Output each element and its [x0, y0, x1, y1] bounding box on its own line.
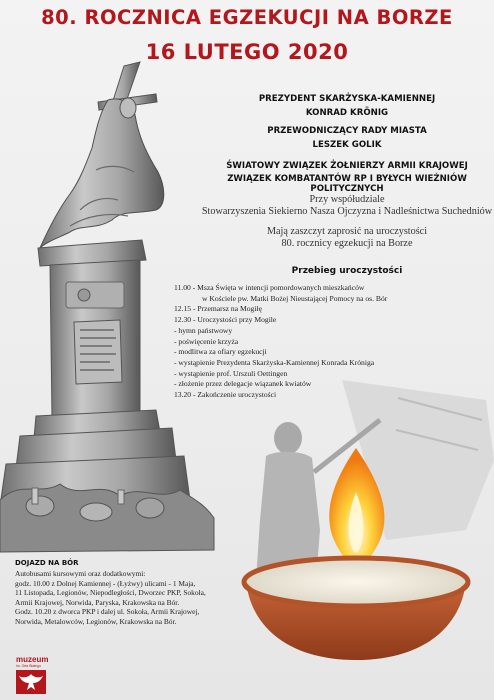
organizer-line-4: LESZEK GOLIK	[312, 140, 382, 150]
logo-subtitle: im. Orła Białego	[16, 664, 41, 668]
transport-section	[15, 559, 220, 627]
eagle-icon	[16, 670, 46, 694]
transport-line: Godz. 10.20 z dworca PKP i dalej ul. Sokoła, Armii Krajowej,	[15, 607, 200, 617]
organizer-line-5: ŚWIATOWY ZWIĄZEK ŻOŁNIERZY ARMII KRAJOWEJ	[226, 161, 468, 171]
cooperation-line-2: Stowarzyszenia Siekierno Nasza Ojczyzna i Nadleśnictwa Suchedniów	[201, 206, 493, 217]
transport-line: 11 Listopada, Legionów, Niepodległości, Dworzec PKP, Sokoła,	[15, 588, 206, 598]
logo-word: muzeum	[16, 655, 49, 664]
transport-heading: DOJAZD NA BÓR	[15, 559, 79, 567]
program-list	[174, 283, 474, 401]
transport-text	[15, 569, 220, 627]
page-title: 80. ROCZNICA EGZEKUCJI NA BORZE	[41, 6, 453, 29]
invitation-line-2: 80. rocznicy egzekucji na Borze	[281, 238, 413, 249]
cooperation-line-1: Przy współudziale	[309, 194, 385, 205]
program-item: - wystąpienie Prezydenta Skarżyska-Kamiennej Konrada Króniga	[174, 357, 375, 367]
organizer-line-2: KONRAD KRÖNIG	[305, 108, 389, 118]
program-item: - modlitwa za ofiary egzekucji	[174, 347, 267, 357]
program-item: 12.15 - Przemarsz na Mogiłę	[174, 304, 262, 314]
invitation-line-1: Mają zaszczyt zaprosić na uroczystości	[266, 226, 428, 237]
program-item: - hymn państwowy	[174, 325, 233, 335]
transport-line: godz. 10.00 z Dolnej Kamiennej - (Łyżwy) ulicami - 1 Maja,	[15, 578, 196, 588]
transport-line: Autobusami kursowymi oraz dodatkowymi:	[15, 569, 146, 578]
program-item: - poświęcenie krzyża	[174, 336, 239, 346]
program-item: - wystąpienie prof. Urszuli Oettingen	[174, 368, 288, 378]
transport-line: Norwida, Metalowców, Legionów, Krakowska na Bór.	[15, 616, 177, 626]
event-date: 16 LUTEGO 2020	[145, 40, 349, 64]
program-item: 12.30 - Uroczystości przy Mogile	[174, 315, 277, 325]
museum-logo	[16, 655, 49, 694]
organizer-line-6: ZWIĄZEK KOMBATANTÓW RP I BYŁYCH WIEŹNIÓW POLITYCZNYCH	[227, 174, 467, 194]
organizer-line-1: PREZYDENT SKARŻYSKA-KAMIENNEJ	[258, 94, 436, 104]
program-item: w Kościele pw. Matki Bożej Nieustającej Pomocy na os. Bór	[202, 293, 388, 303]
candle-illustration	[222, 420, 494, 670]
program-item: 11.00 - Msza Święta w intencji pomordowanych mieszkańców	[174, 283, 365, 292]
program-heading: Przebieg uroczystości	[291, 266, 403, 276]
program-item: 13.20 - Zakończenie uroczystości	[174, 390, 277, 400]
program-item: - złożenie przez delegacje wiązanek kwiatów	[174, 379, 312, 389]
organizer-line-3: PRZEWODNICZĄCY RADY MIASTA	[267, 126, 427, 136]
transport-line: Armii Krajowej, Norwida, Paryska, Krakowska na Bór.	[15, 597, 180, 607]
